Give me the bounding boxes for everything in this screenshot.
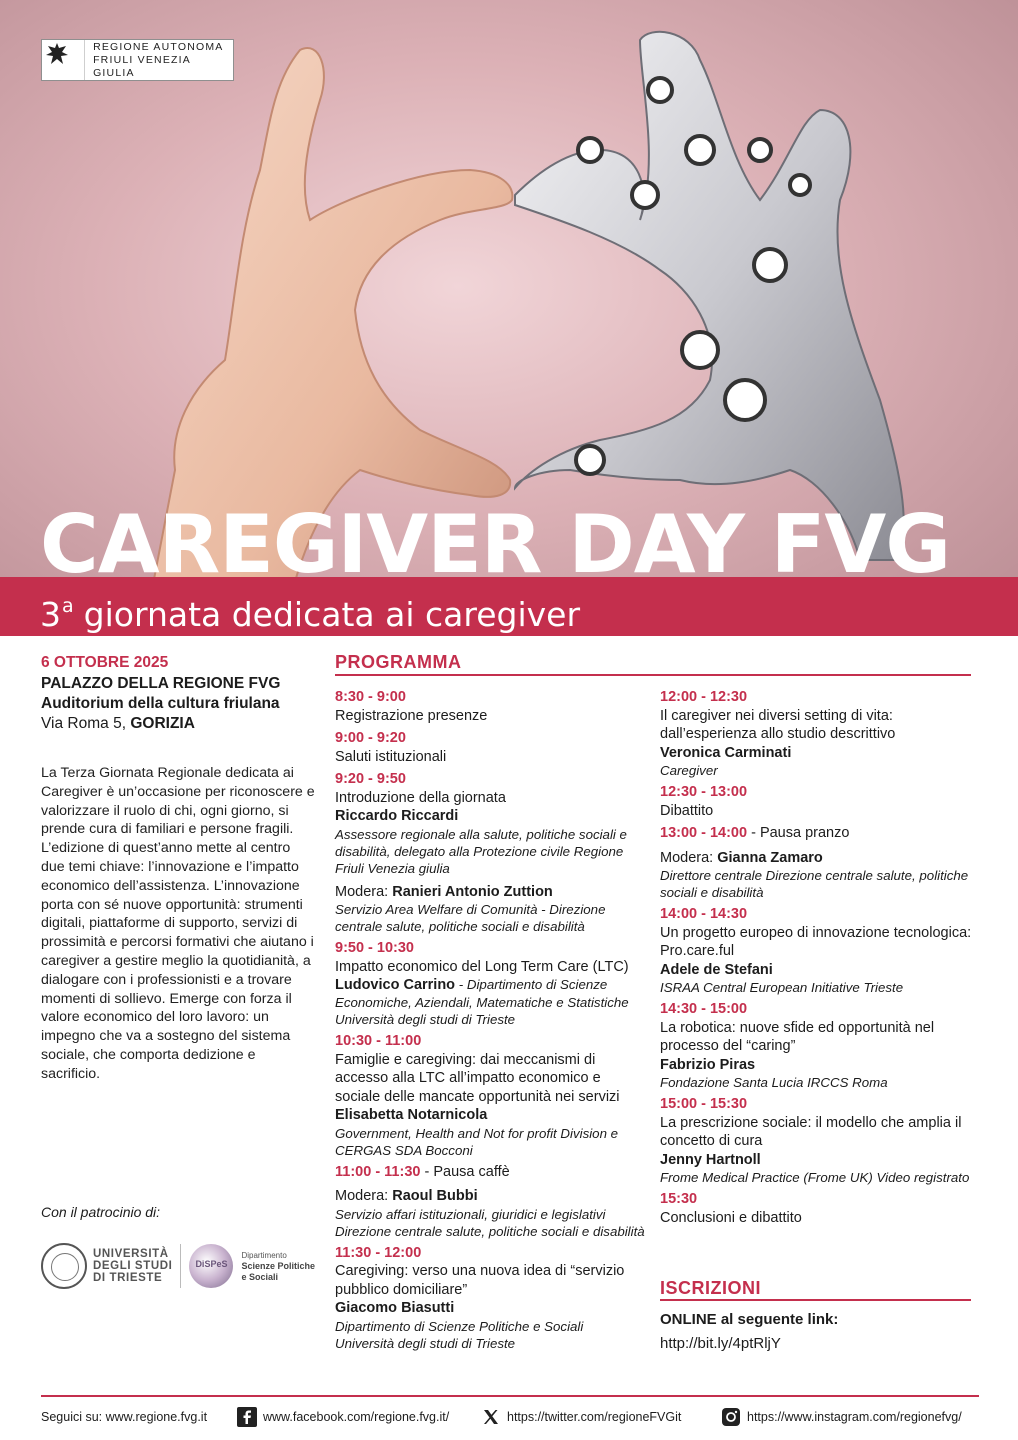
session-1100	[335, 1163, 645, 1240]
patronage-label: Con il patrocinio di:	[41, 1204, 161, 1220]
subtitle-number: 3	[40, 595, 61, 634]
venue-line-1: PALAZZO DELLA REGIONE FVG	[41, 675, 281, 692]
event-date: 6 OTTOBRE 2025	[41, 654, 169, 671]
moderator-name: Raoul Bubbi	[392, 1188, 478, 1204]
registration-rule	[660, 1299, 971, 1301]
twitter-link[interactable]: https://twitter.com/regioneFVGit	[507, 1410, 682, 1424]
event-info	[41, 652, 316, 1084]
university-line-3: DI TRIESTE	[93, 1272, 163, 1284]
session-time: 14:30 - 15:00	[660, 1001, 748, 1017]
logo-line-1: REGIONE AUTONOMA	[93, 40, 224, 53]
x-twitter-icon	[481, 1407, 501, 1427]
session-time: 13:00 - 14:00	[660, 825, 748, 841]
session-title: La prescrizione sociale: il modello che amplia il concetto di cura	[660, 1114, 962, 1149]
facebook-link[interactable]: www.facebook.com/regione.fvg.it/	[263, 1410, 450, 1424]
footer-website[interactable]	[41, 1410, 237, 1424]
session-1300	[660, 824, 975, 901]
moderator	[660, 849, 975, 868]
robot-hand	[515, 32, 904, 560]
session-title: Dibattito	[660, 802, 714, 819]
session-time: 12:30 - 13:00	[660, 784, 748, 800]
session-title: Famiglie e caregiving: dai meccanismi di accesso alla LTC all’impatto economico e sociale delle mancate opportunità nei servizi	[335, 1051, 620, 1105]
patronage-logos	[41, 1238, 316, 1294]
footer-rule	[41, 1395, 979, 1397]
moderator-role: Servizio Area Welfare di Comunità - Direzione centrale salute, politiche sociali e disabilità	[335, 902, 606, 934]
subtitle-text: giornata dedicata ai caregiver	[83, 595, 581, 634]
footer-facebook[interactable]	[237, 1407, 481, 1427]
speaker-name: Giacomo Biasutti	[335, 1300, 455, 1316]
session-time: 10:30 - 11:00	[335, 1033, 422, 1049]
logo-line-2: FRIULI VENEZIA GIULIA	[93, 53, 191, 79]
session-title: Impatto economico del Long Term Care (LTC)	[335, 958, 629, 975]
venue-address	[41, 714, 316, 734]
registration-online-label: ONLINE al seguente link:	[660, 1311, 839, 1328]
moderator-label: Modera:	[660, 849, 714, 866]
speaker-name: Ludovico Carrino	[335, 977, 456, 993]
department-line-2: e Sociali	[241, 1271, 278, 1282]
speaker-role: Assessore regionale alla salute, politiche sociali e disabilità, delegato alla Protezione civile Regione Friuli Venezia giulia	[335, 826, 627, 876]
moderator-label: Modera:	[335, 883, 389, 900]
program-column-2	[660, 688, 975, 1231]
footer-instagram[interactable]	[721, 1407, 962, 1427]
session-title: - Pausa caffè	[424, 1163, 510, 1180]
session-title: Il caregiver nei diversi setting di vita: dall’esperienza allo studio descrittivo	[660, 707, 896, 742]
hero-image	[0, 0, 1018, 636]
session-time: 9:50 - 10:30	[335, 940, 414, 956]
speaker-role: Fondazione Santa Lucia IRCCS Roma	[660, 1075, 888, 1090]
instagram-link[interactable]: https://www.instagram.com/regionefvg/	[747, 1410, 962, 1424]
speaker-role: ISRAA Central European Initiative Trieste	[660, 980, 904, 995]
session-1500	[660, 1095, 975, 1186]
website-link[interactable]: Seguici su: www.regione.fvg.it	[41, 1410, 208, 1424]
university-seal-icon	[41, 1243, 87, 1289]
moderator	[335, 883, 645, 902]
speaker-line	[335, 976, 645, 1028]
page-title: CAREGIVER DAY FVG	[40, 498, 950, 591]
moderator-label: Modera:	[335, 1188, 389, 1204]
page-subtitle	[40, 584, 580, 636]
session-title: Caregiving: verso una nuova idea di “servizio pubblico domiciliare”	[335, 1263, 625, 1298]
session-time: 15:00 - 15:30	[660, 1096, 748, 1112]
session-title: Conclusioni e dibattito	[660, 1209, 802, 1226]
department-name	[241, 1250, 315, 1283]
speaker-role: Government, Health and Not for profit Division e CERGAS SDA Bocconi	[335, 1125, 619, 1158]
session-time: 14:00 - 14:30	[660, 906, 748, 922]
session-time: 8:30 - 9:00	[335, 689, 406, 705]
session-1400	[660, 905, 975, 996]
registration-title: ISCRIZIONI	[660, 1278, 762, 1298]
session-0950	[335, 939, 645, 1028]
moderator-name: Gianna Zamaro	[717, 849, 823, 866]
session-time: 9:00 - 9:20	[335, 730, 406, 746]
department-logo-text: DiSPeS	[195, 1259, 228, 1269]
session-1230	[660, 783, 975, 820]
department-small-label: Dipartimento	[241, 1250, 287, 1260]
session-1130	[335, 1244, 645, 1352]
speaker-role: - Dipartimento di Scienze Economiche, Aziendali, Matematiche e Statistiche Università degli studi di Trieste	[335, 977, 629, 1027]
registration-link[interactable]: http://bit.ly/4ptRljY	[660, 1335, 781, 1352]
address-street: Via Roma 5,	[41, 715, 127, 732]
department-logo-icon	[189, 1244, 233, 1288]
program-column-1	[335, 688, 645, 1356]
session-title: La robotica: nuove sfide ed opportunità nel processo del “caring”	[660, 1019, 935, 1054]
program-rule	[335, 674, 971, 676]
session-time: 9:20 - 9:50	[335, 771, 406, 787]
eagle-crest-icon	[42, 40, 85, 80]
speaker-name: Jenny Hartnoll	[660, 1151, 761, 1168]
speaker-role: Dipartimento di Scienze Politiche e Sociali Università degli studi di Trieste	[335, 1318, 584, 1351]
logo-divider	[180, 1244, 181, 1288]
subtitle-superscript: a	[62, 595, 74, 617]
session-time: 12:00 - 12:30	[660, 689, 748, 705]
session-0920	[335, 770, 645, 935]
speaker-role: Caregiver	[660, 763, 718, 778]
registration-info	[660, 1310, 975, 1354]
session-time: 11:30 - 12:00	[335, 1244, 422, 1261]
university-line-1: UNIVERSITÀ	[93, 1248, 169, 1260]
university-name	[93, 1248, 172, 1284]
session-1430	[660, 1000, 975, 1091]
footer-twitter[interactable]	[481, 1407, 721, 1427]
session-time: 11:00 - 11:30	[335, 1163, 421, 1180]
facebook-icon	[237, 1407, 257, 1427]
session-1030	[335, 1032, 645, 1159]
speaker-role: Frome Medical Practice (Frome UK) Video registrato	[660, 1170, 970, 1185]
moderator-role: Servizio affari istituzionali, giuridici e legislativi Direzione centrale salute, politiche sociali e disabilità	[335, 1206, 645, 1239]
session-title: Saluti istituzionali	[335, 748, 447, 765]
moderator-role: Direttore centrale Direzione centrale salute, politiche sociali e disabilità	[660, 868, 969, 900]
moderator	[335, 1187, 645, 1206]
speaker-name: Riccardo Riccardi	[335, 808, 459, 824]
region-logo	[41, 39, 234, 81]
session-time: 15:30	[660, 1191, 698, 1207]
department-line-1: Scienze Politiche	[241, 1260, 315, 1271]
university-line-2: DEGLI STUDI	[93, 1260, 173, 1272]
moderator-name: Ranieri Antonio Zuttion	[392, 883, 553, 900]
speaker-name: Fabrizio Piras	[660, 1056, 756, 1073]
address-city: GORIZIA	[130, 715, 195, 732]
break-line	[660, 824, 975, 843]
session-title: Introduzione della giornata	[335, 789, 506, 806]
session-1200	[660, 688, 975, 779]
break-line	[335, 1163, 645, 1182]
instagram-icon	[721, 1407, 741, 1427]
session-title: - Pausa pranzo	[751, 825, 850, 841]
session-1530	[660, 1190, 975, 1227]
session-0830	[335, 688, 645, 725]
program-title: PROGRAMMA	[335, 652, 462, 672]
speaker-name: Veronica Carminati	[660, 744, 792, 761]
intro-paragraph: La Terza Giornata Regionale dedicata ai Caregiver è un’occasione per riconoscere e valorizzare il ruolo di chi, ogni giorno, si prende cura di familiari e persone fragili. L’edizione di quest’anno mette al centro due temi chiave: l’innovazione e l’impatto economico dell’assistenza. L’innovazione porta con sé nuove opportunità: strumenti digitali, piattaforme di supporto, servizi di prossimità e percorsi formativi che aiutano i caregiver a gestire meglio la quotidianità, a dialogare con i professionisti e a trovare momenti di sollievo. Emerge con forza il valore economico del loro lavoro: un impegno che va a sostegno del sistema sociale, che comporta dedizione e sacrificio.	[41, 765, 315, 1082]
session-title: Registrazione presenze	[335, 707, 488, 724]
session-0900	[335, 729, 645, 766]
speaker-name: Adele de Stefani	[660, 961, 773, 978]
speaker-name: Elisabetta Notarnicola	[335, 1107, 488, 1123]
venue-line-2: Auditorium della cultura friulana	[41, 695, 280, 712]
footer	[41, 1405, 979, 1429]
session-title: Un progetto europeo di innovazione tecnologica: Pro.care.ful	[660, 924, 972, 959]
